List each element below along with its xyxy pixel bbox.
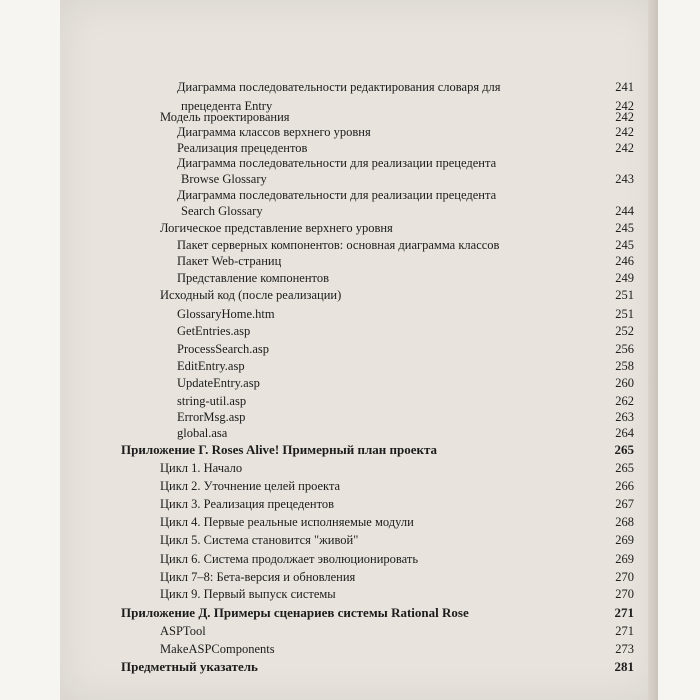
toc-entry-page: 251 [615,307,634,321]
toc-entry-title: Модель проектирования [160,110,290,124]
toc-entry-title: Цикл 9. Первый выпуск системы [160,587,336,601]
toc-entry-title: Цикл 3. Реализация прецедентов [160,497,335,511]
toc-entry-title: Логическое представление верхнего уровня [160,221,393,235]
toc-entry-title: Диаграмма последовательности для реализации прецедента [177,156,497,170]
toc-entry [0,286,700,305]
toc-entry-title: Представление компонентов [177,271,329,285]
toc-entry [0,657,700,676]
toc-entry-title: прецедента Entry [181,99,273,113]
toc-entry-title: Цикл 1. Начало [160,461,243,475]
toc-entry-page: 256 [615,342,634,356]
toc-entry-page: 249 [615,271,634,285]
toc-entry-title: Цикл 7–8: Бета-версия и обновления [160,570,356,584]
toc-entry [0,374,700,393]
toc-entry-title: Цикл 2. Уточнение целей проекта [160,479,341,493]
toc-entry-title: GetEntries.asp [177,324,251,338]
toc-entry-page: 264 [615,426,634,440]
toc-entry-title: ASPTool [160,624,206,638]
toc-entry-page: 245 [615,221,634,235]
toc-entry-title: Исходный код (после реализации) [160,288,342,302]
toc-entry-page: 262 [615,394,634,408]
toc-entry [0,550,700,569]
toc-entry-page: 271 [615,624,634,638]
toc-entry [0,531,700,550]
toc-entry [0,322,700,341]
toc-entry-page: 242 [615,125,634,139]
toc-entry [0,459,700,478]
toc-entry-page: 260 [615,376,634,390]
toc-entry-title: Диаграмма последовательности для реализации прецедента [177,188,497,202]
toc-entry [0,513,700,532]
toc-entry-page: 271 [614,605,634,620]
toc-entry-page: 273 [615,642,634,656]
toc-entry-title: Цикл 6. Система продолжает эволюционировать [160,552,419,566]
toc-entry-title: MakeASPComponents [160,642,275,656]
toc-entry-title: Приложение Г. Roses Alive! Примерный план проекта [121,442,438,457]
toc-entry-title: ErrorMsg.asp [177,410,246,424]
toc-entry [0,495,700,514]
toc-entry-page: 270 [615,570,634,584]
toc-entry-page: 258 [615,359,634,373]
toc-entry-page: 270 [615,587,634,601]
toc-entry-title: Search Glossary [181,204,263,218]
toc-entry-page: 245 [615,238,634,252]
toc-entry-page: 242 [615,99,634,113]
toc-entry-page: 251 [615,288,634,302]
toc-entry-title: Пакет Web-страниц [177,254,282,268]
toc-entry-title: Диаграмма последовательности редактирования словаря для [177,80,501,94]
toc-entry-page: 269 [615,552,634,566]
toc-entry-title: string-util.asp [177,394,247,408]
toc-entry-page: 265 [614,442,634,457]
toc-entry-title: ProcessSearch.asp [177,342,269,356]
toc-entry-page: 281 [614,659,634,674]
toc-entry-page: 243 [615,172,634,186]
toc-entry-title: Пакет серверных компонентов: основная диаграмма классов [177,238,500,252]
toc-entry-title: UpdateEntry.asp [177,376,260,390]
toc-entry [0,477,700,496]
toc-entry [0,78,700,97]
toc-entry-page: 268 [615,515,634,529]
toc-entry-page: 265 [615,461,634,475]
toc-entry [0,622,700,641]
toc-entry-page: 241 [615,80,634,94]
toc-entry-page: 267 [615,497,634,511]
toc-entry [0,585,700,604]
toc-entry-title: Browse Glossary [181,172,267,186]
toc-entry-page: 242 [615,110,634,124]
toc-entry-page: 252 [615,324,634,338]
toc-entry-page: 244 [615,204,634,218]
toc-entry-page: 242 [615,141,634,155]
toc-entry-title: GlossaryHome.htm [177,307,275,321]
toc-entry-title: Реализация прецедентов [177,141,308,155]
toc-entry [0,603,700,622]
toc-entry-title: EditEntry.asp [177,359,245,373]
toc-entry-title: Приложение Д. Примеры сценариев системы Rational Rose [121,605,469,620]
toc-entry-page: 269 [615,533,634,547]
toc-entry-title: Цикл 4. Первые реальные исполняемые модули [160,515,414,529]
toc-entry-page: 263 [615,410,634,424]
toc-entry [0,440,700,459]
toc-entry-page: 266 [615,479,634,493]
toc-entry-title: global.asa [177,426,228,440]
toc-entry-title: Предметный указатель [121,659,258,674]
toc-entry-title: Цикл 5. Система становится "живой" [160,533,359,547]
toc-entry-title: Диаграмма классов верхнего уровня [177,125,371,139]
toc-entry-page: 246 [615,254,634,268]
